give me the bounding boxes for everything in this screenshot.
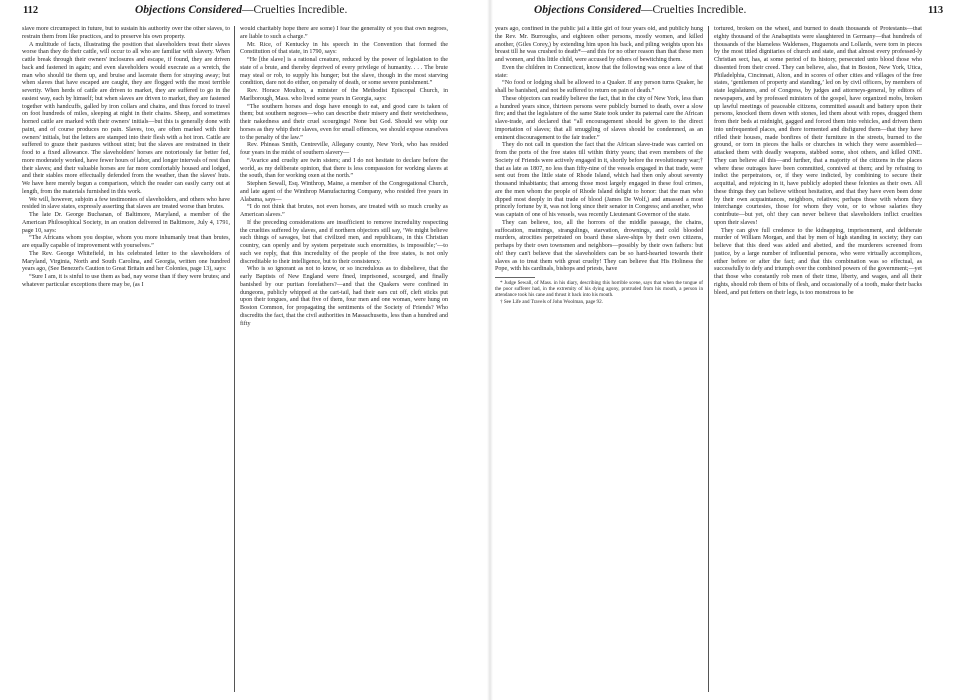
column-rule: [234, 26, 235, 692]
footnote-rule: [495, 277, 535, 278]
paragraph: slave more circumspect in future, but to sustain his authority over the other slaves, to restrain them from like practices, and to preserve his own property.: [22, 26, 230, 40]
text-column-1: [22, 26, 230, 696]
paragraph: Mr. Rice, of Kentucky in his speech in the Convention that formed the Constitution of that state, in 1790, says:: [240, 41, 448, 56]
quotation: “Avarice and cruelty are twin sisters; and I do not hesitate to declare before the world, as my deliberate opinion, that there is less compassion for working slaves at the south, than for working oxen at the north.”: [240, 157, 448, 180]
paragraph: We will, however, subjoin a few testimonies of slaveholders, and others who have resided in slave states, expressly asserting that slaves are treated worse than brutes.: [22, 196, 230, 211]
footnote: * Judge Sewall, of Mass. in his diary, describing this horrible scene, says that when the tongue of the poor sufferer had, in the extremity of his dying agony, protruded from his mouth, a person in attendance took his cane and thrust it back into his mouth.: [495, 280, 703, 299]
paragraph: Rev. Phineas Smith, Centreville, Allegany county, New York, who has resided four years in the midst of southern slavery—: [240, 142, 448, 156]
paragraph: Rev. Horace Moulton, a minister of the Methodist Episcopal Church, in Marlborough, Mass. who lived some years in Georgia, says:: [240, 88, 448, 102]
running-head: [135, 4, 347, 16]
quotation: “The southern horses and dogs have enough to eat, and good care is taken of them; but southern negroes—who can describe their misery and their wretchedness, their nakedness and their cruel scourgings! None but God. Should we whip our horses as they whip their slaves, even for small offences, we should expose ourselves to the penalty of the law.”: [240, 103, 448, 141]
running-title: Objections Considered: [135, 4, 243, 16]
paragraph: tortured, broken on the wheel, and burned to death thousands of Protestants—that eighty thousand of the Anabaptists were slaughtered in Germany—that hundreds of thousands of the blameless Waldenses, Huguenots and Lollards, were torn in pieces by the most titled dignitaries of church and state, and that almost every professed-ly Christian sect, has, at some period of its history, persecuted unto blood those who dissented from their creed. They can believe, also, that in Boston, New York, Utica, Philadelphia, Cincinnati, Alton, and in scores of other cities and villages of the free states, ‘gentlemen of property and standing,’ led on by civil officers, by members of state legislatures, and of Congress, by judges and attorneys-general, by editors of newspapers, and by professed ministers of the gospel, have organized mobs, broken up lawful meetings of peaceable citizens, committed assault and battery upon their persons, knocked them down with stones, led them about with ropes, dragged them from their beds at midnight, gagged and forced them into vehicles, and driven them into unfrequented places, and there tormented and disfigured them—that they have rifled their houses, made bonfires of their furniture in the streets, burned to the ground, or torn in pieces the halls or churches in which they were assembled—attacked them with deadly weapons, stabbed some, shot others, and killed ONE. They can believe all this—and further, that a majority of the citizens in the places where these outrages have been committed, connived at them; and by refusing to indict the perpetrators, or, if they were indicted, by combining to secure their acquittal, and rejoicing in it, have publicly adopted these felonies as their own. All these things they can believe without hesitation, and that they have even been done by their own acquaintances, neighbors, relatives; perhaps those with whom they interchange courtesies, those for whom they vote, or to whose salaries they contribute—but yet, oh! they can never believe that slaveholders inflict cruelties upon their slaves!: [714, 26, 922, 226]
page-number: 112: [23, 5, 39, 16]
paragraph: years ago, confined in the public jail a little girl of four years old, and publicly hung the Rev. Mr. Burroughs, and eighteen other persons, mostly women, and killed another, (Giles Corey,) by extending him upon his back, and piling weights upon his breast till he was crushed to death*—and this for no other reason than that these men and women, and this little child, were accused by others of bewitching them.: [495, 26, 703, 63]
paragraph: The late Dr. George Buchanan, of Baltimore, Maryland, a member of the American Philosophical Society, in an oration delivered in Baltimore, July 4, 1791, page 10, says:: [22, 212, 230, 234]
paragraph: They can give full credence to the kidnapping, imprisonment, and deliberate murder of William Morgan, and that by men of high standing in society; they can believe that this deed was aided and abetted, and the murderers screened from justice, by a large number of influential persons, who were virtually accomplices, either before or after the fact; and that this combination was so effectual, as successfully to defy and triumph over the combined powers of the government;—yet that those who constantly rob men of their time, liberty, and wages, and all their rights, should rob them of bits of flesh, and occasionally of a tooth, make their backs bleed, and put fetters on their legs, is too monstrous to be: [714, 227, 922, 296]
column-rule: [708, 26, 709, 692]
paragraph: They do not call in question the fact that the African slave-trade was carried on from the ports of the free states till within thirty years; that even members of the Society of Friends were actively engaged in it, shortly before the revolutionary war;† that as late as 1807, no less than fifty-nine of the vessels engaged in that trade, were sent out from the little state of Rhode Island, which had then only about seventy thousand inhabitants; that among those most largely engaged in these foul crimes, are the men whom the people of Rhode Island delight to honor: that the man who dipped most deeply in that trade of blood (James De Wolf,) and amassed a most princely fortune by it, was not long since their senator in Congress; and another, who was captain of one of his vessels, was recently Lieutenant Governor of the state.: [495, 142, 703, 218]
quotation: “He [the slave] is a rational creature, reduced by the power of legislation to the state of a brute, and thereby deprived of every privilege of humanity. . . . The brute may steal or rob, to supply his hunger; but the slave, though in the most starving condition, dare not do either, on penalty of death, or some severe punishment.”: [240, 57, 448, 87]
paragraph: The Rev. George Whitefield, in his celebrated letter to the slaveholders of Maryland, Virginia, North and South Carolina, and Georgia, written one hundred years ago, (See Benezet's Caution to Great Britain and her Colonies, page 13), says:: [22, 250, 230, 273]
paragraph: Stephen Sewall, Esq. Winthrop, Maine, a member of the Congregational Church, and late agent of the Winthrop Manufacturing Company, who resided five years in Alabama, says—: [240, 181, 448, 203]
text-column-1: [495, 26, 703, 696]
quotation: “I do not think that brutes, not even horses, are treated with so much cruelty as American slaves.”: [240, 204, 448, 218]
paragraph: would charitably hope there are some) I fear the generality of you that own negroes, are liable to such a charge.”: [240, 26, 448, 40]
page-number: 113: [928, 5, 944, 16]
running-subtitle: —Cruelties Incredible.: [242, 4, 348, 16]
paragraph: Even the children in Connecticut, know that the following was once a law of that state:: [495, 64, 703, 79]
paragraph: Who is so ignorant as not to know, or so incredulous as to disbelieve, that the early Baptists of New England were fined, imprisoned, scourged, and finally banished by our puritan forefathers?—and that the Quakers were confined in dungeons, publicly whipped at the cart-tail, had their ears cut off, cleft sticks put upon their tongues, and that five of them, four men and one woman, were hung on Boston Common, for propagating the sentiments of the Society of Friends? Who discredits the fact, that the civil authorities in Massachusetts, less than a hundred and fifty: [240, 266, 448, 327]
quotation: “No food or lodging shall be allowed to a Quaker. If any person turns Quaker, he shall be banished, and not be suffered to return on pain of death.”: [495, 80, 703, 94]
paragraph: If the preceding considerations are insufficient to remove incredulity respecting the cruelties suffered by slaves, and if northern objectors still say, ‘We might believe such things of savages, but that civilized men, and republicans, in this Christian country, can openly and by system perpetrate such enormities, is impossible;’—to such we reply, that this incredulity of the people of the free states, is not only discreditable to their intelligence, but to their consistency.: [240, 219, 448, 265]
right-page: [490, 0, 980, 700]
quotation: “Sure I am, it is sinful to use them as bad, nay worse than if they were brutes; and whatever particular exceptions there may be, (as I: [22, 274, 230, 288]
text-column-2: [714, 26, 922, 696]
footnote: † See Life and Travels of John Woolman, page 92.: [500, 298, 603, 305]
quotation: “The Africans whom you despise, whom you more inhumanly treat than brutes, are equally capable of improvement with yourselves.”: [22, 235, 230, 249]
running-head: [534, 4, 746, 16]
running-title: Objections Considered: [534, 4, 642, 16]
running-subtitle: —Cruelties Incredible.: [641, 4, 747, 16]
paragraph: They can believe, too, all the horrors of the middle passage, the chains, suffocation, maimings, strangulings, starvation, drownings, and cold blooded murders, atrocities perpetrated on board these slave-ships by their own citizens, perhaps by their own townsmen and neighbors—possibly by their own fathers: but oh! they can't believe that the slaveholders can be so hard-hearted towards their slaves as to treat them with great cruelty! They can believe that His Holiness the Pope, with his cardinals, bishops and priests, have: [495, 219, 703, 273]
text-column-2: [240, 26, 448, 696]
paragraph: A multitude of facts, illustrating the position that slaveholders treat their slaves worse than they do their cattle, will occur to all who are familiar with slavery. When cattle break through their owners' inclosures and escape, if found, they are driven back and fastened in again; and even slaveholders would execrate as a wretch, the man who should tie them up, and bruise and lacerate them for straying away; but when slaves that have escaped are caught, they are flogged with the most terrible severity. When herds of cattle are driven to market, they are suffered to go in the easiest way, each by himself; but when slaves are driven to market, they are fastened together with handcuffs, galled by iron collars and chains, and thus forced to travel on foot hundreds of miles, sleeping at night in their chains. Sheep, and sometimes horned cattle are marked with their owners' initials—but this is generally done with paint, and of course produces no pain. Slaves, too, are often marked with their owners' initials, but the letters are stamped into their flesh with a hot iron. Cattle are suffered to graze their pastures without stint; but the slaves are restrained in their food to a fixed allowance. The slaveholders' horses are notoriously far better fed, more moderately worked, have fewer hours of labor, and longer intervals of rest than their slaves; and their valuable horses are far more comfortably housed and lodged, and their stables more effectually defended from the weather, than the slaves' huts. We have here merely begun a comparison, which the reader can easily carry out at length, from the materials furnished in this work.: [22, 41, 230, 195]
paragraph: These objectors can readily believe the fact, that in the city of New York, less than a hundred years since, thirteen persons were publicly burned to death, over a slow fire; and that the legislature of the same State took under its paternal care the African slave-trade, and declared that “all encouragement should be given to the direct importation of slaves; that all smuggling of slaves should be condemned, as an eminent discouragement to the fair trader.”: [495, 95, 703, 141]
